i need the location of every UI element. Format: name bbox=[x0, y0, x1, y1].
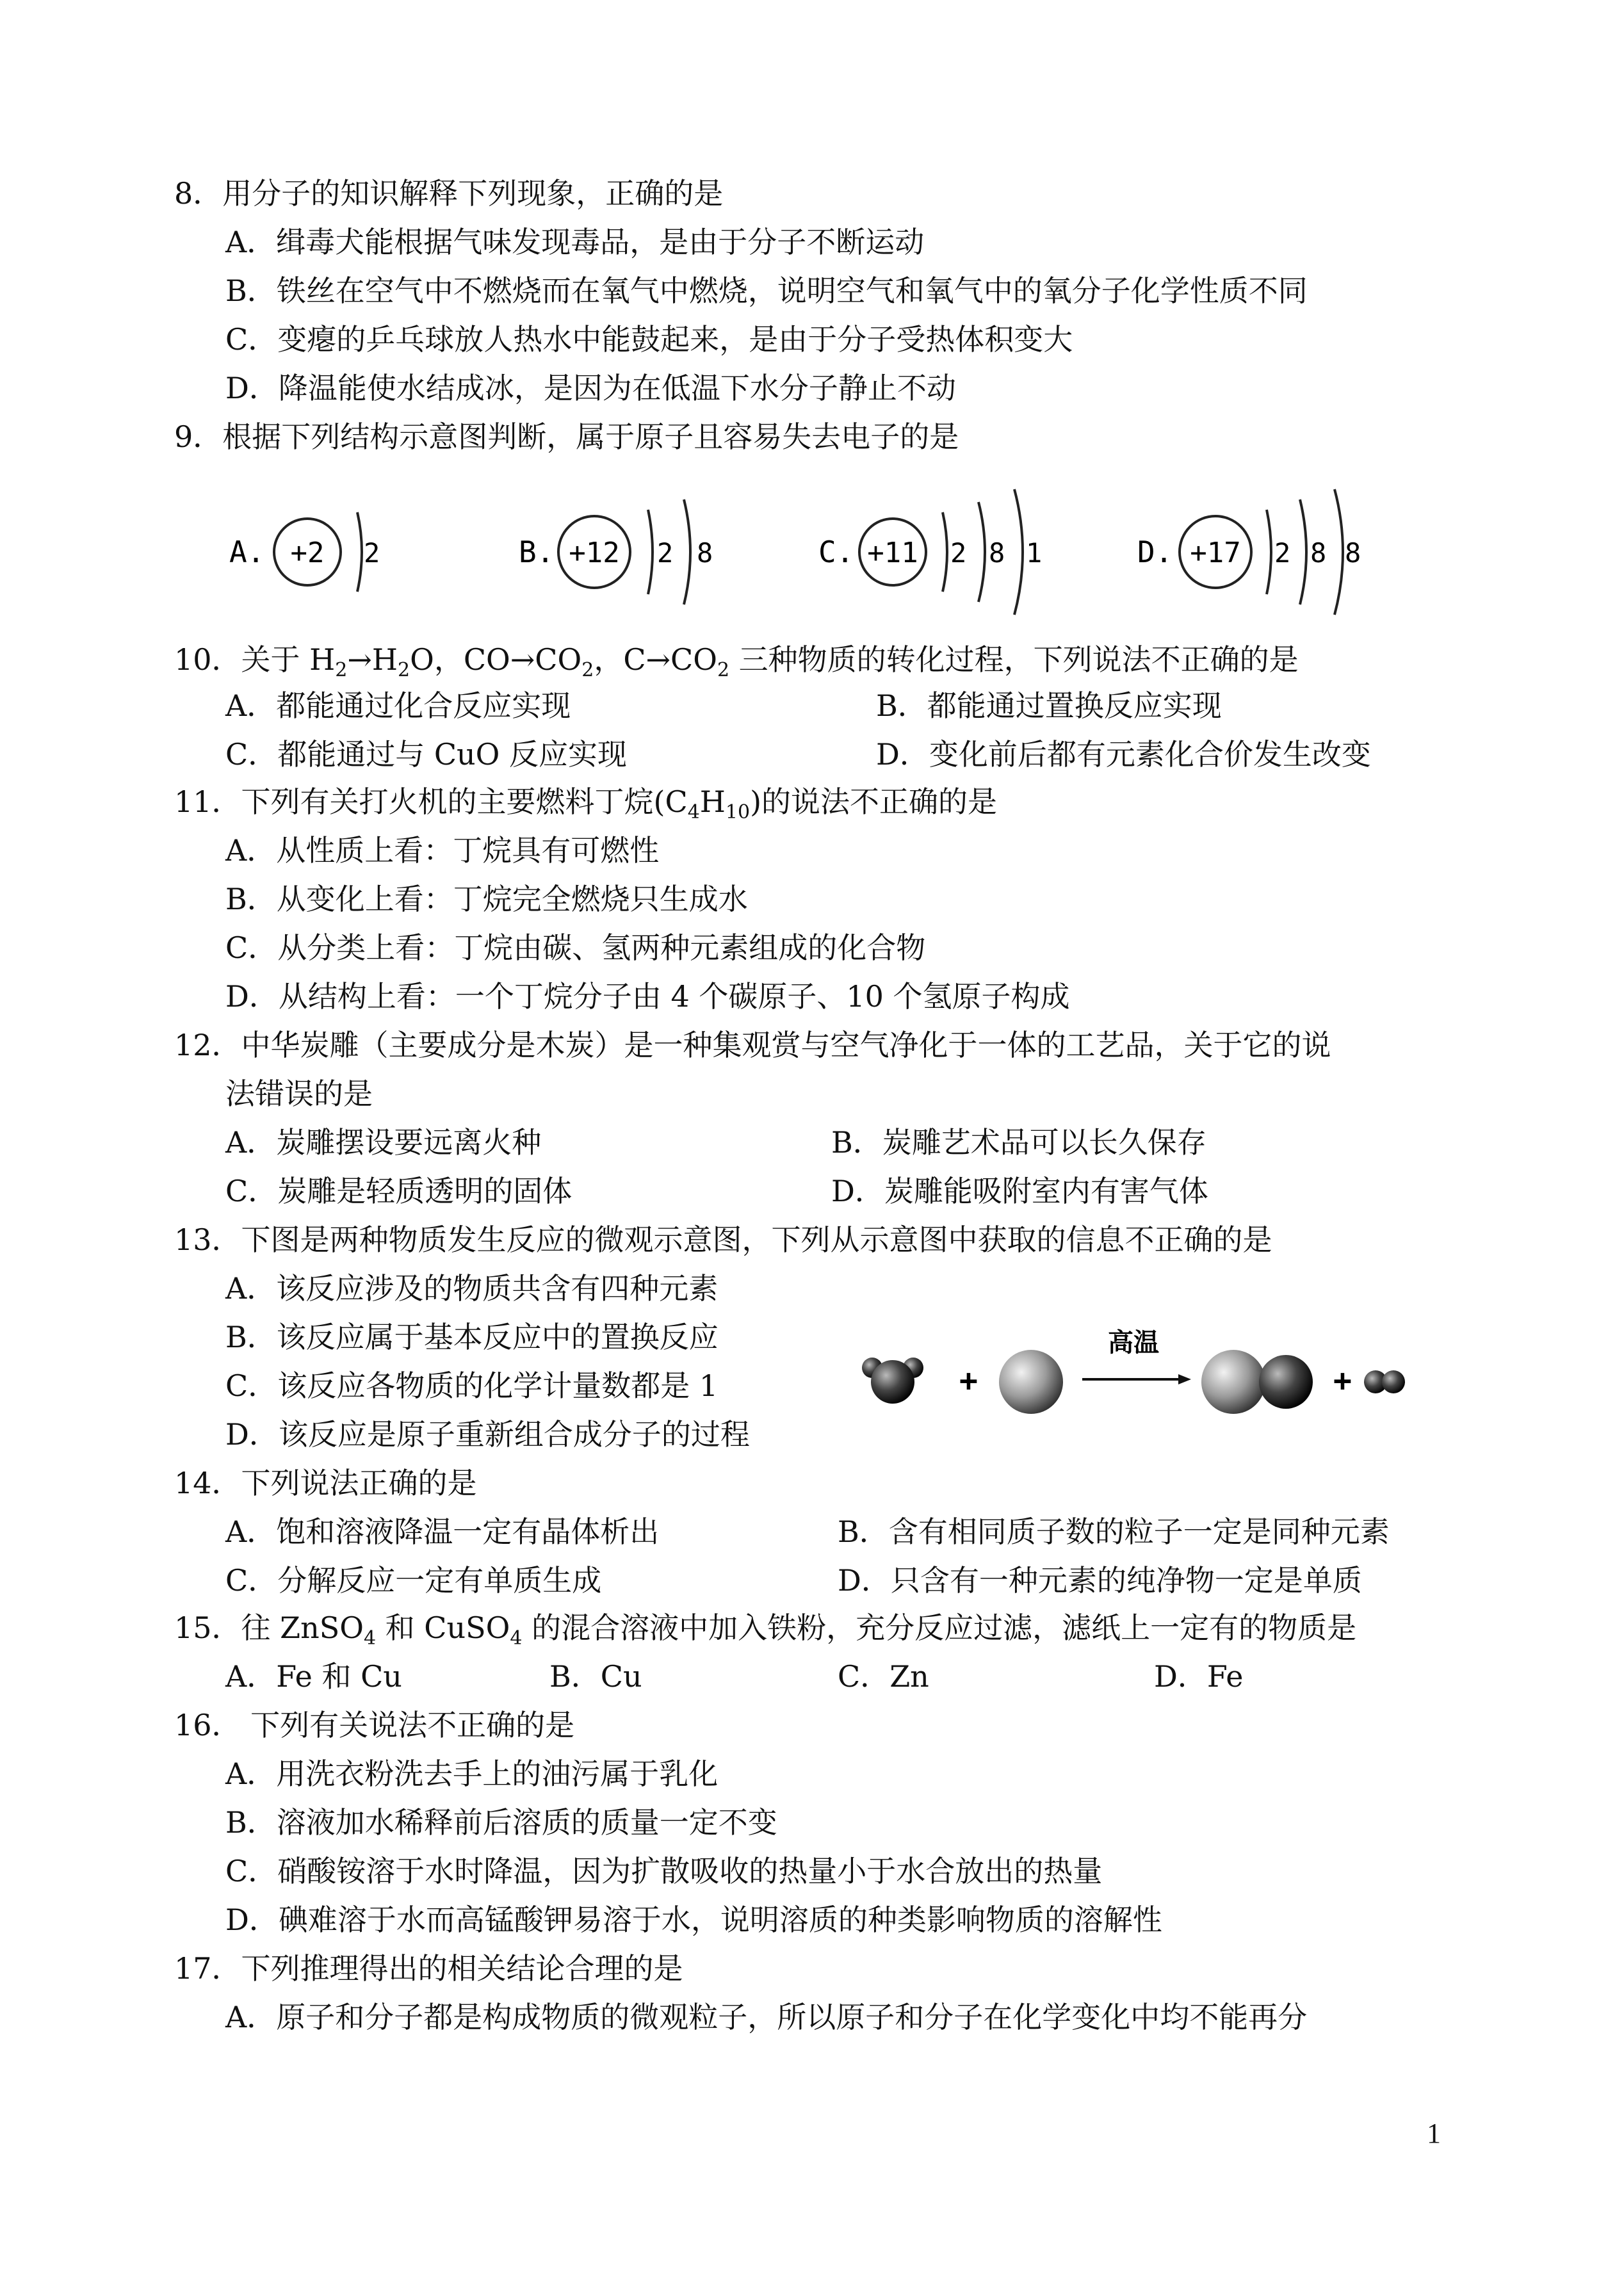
question-12-option-a: A．炭雕摆设要远离火种 bbox=[225, 1125, 542, 1160]
question-14-option-a: A．饱和溶液降温一定有晶体析出 bbox=[225, 1514, 660, 1549]
question-10-stem: 10．关于 $H_2\to H_2O$，$CO\to CO_2$，$C\to CO_2$ 三种物质的转化过程，下列说法不正确的是 bbox=[174, 642, 1299, 681]
diagram-b-label: B. bbox=[519, 535, 555, 569]
question-9-stem: 9．根据下列结构示意图判断，属于原子且容易失去电子的是 bbox=[174, 419, 959, 454]
question-11-option-d: D．从结构上看：一个丁烷分子由 4 个碳原子、10 个氢原子构成 bbox=[225, 979, 1070, 1014]
diagram-c-shell-2: 8 bbox=[989, 537, 1005, 569]
product-molecule-2 bbox=[1364, 1370, 1405, 1393]
question-13-option-b: B．该反应属于基本反应中的置换反应 bbox=[225, 1320, 719, 1354]
diagram-d-label: D. bbox=[1137, 535, 1173, 569]
reactant-atom-2 bbox=[999, 1350, 1063, 1414]
question-13-stem: 13．下图是两种物质发生反应的微观示意图，下列从示意图中获取的信息不正确的是 bbox=[174, 1222, 1272, 1257]
question-16-stem: 16． 下列有关说法不正确的是 bbox=[174, 1708, 575, 1742]
atom-diagram-d bbox=[1137, 489, 1361, 615]
question-10-option-a: A．都能通过化合反应实现 bbox=[225, 688, 571, 723]
question-16-option-d: D．碘难溶于水而高锰酸钾易溶于水，说明溶质的种类影响物质的溶解性 bbox=[225, 1902, 1162, 1937]
question-17-option-a: A．原子和分子都是构成物质的微观粒子，所以原子和分子在化学变化中均不能再分 bbox=[225, 2000, 1308, 2034]
reaction-micro-diagram bbox=[858, 1313, 1409, 1441]
question-12-option-d: D．炭雕能吸附室内有害气体 bbox=[831, 1174, 1208, 1208]
product-molecule-1 bbox=[1201, 1350, 1313, 1414]
plus-sign-2: + bbox=[1333, 1363, 1352, 1399]
atomic-structure-diagrams bbox=[218, 474, 1370, 621]
diagram-d-shell-1: 2 bbox=[1274, 537, 1291, 569]
question-15-option-b: B．Cu bbox=[549, 1659, 642, 1694]
question-10-option-d: D．变化前后都有元素化合价发生改变 bbox=[876, 737, 1371, 772]
atom-diagram-c bbox=[818, 489, 1042, 615]
question-10-option-b: B．都能通过置换反应实现 bbox=[876, 688, 1222, 723]
question-14-stem: 14．下列说法正确的是 bbox=[174, 1466, 477, 1500]
question-15-option-c: C．Zn bbox=[838, 1659, 929, 1694]
atom-diagram-b bbox=[519, 499, 713, 604]
diagram-a-shell-1: 2 bbox=[364, 537, 380, 569]
question-14-option-c: C．分解反应一定有单质生成 bbox=[225, 1563, 602, 1598]
diagram-a-label: A. bbox=[229, 535, 265, 569]
question-12-option-b: B．炭雕艺术品可以长久保存 bbox=[831, 1125, 1206, 1160]
question-15-option-a: A．Fe 和 Cu bbox=[225, 1659, 402, 1694]
question-14-option-b: B．含有相同质子数的粒子一定是同种元素 bbox=[838, 1514, 1390, 1549]
diagram-c-nucleus: +11 bbox=[867, 537, 918, 569]
diagram-d-shell-3: 8 bbox=[1345, 537, 1361, 569]
reactant-molecule-1 bbox=[862, 1358, 923, 1404]
plus-sign-1: + bbox=[959, 1363, 978, 1399]
diagram-c-shell-1: 2 bbox=[950, 537, 967, 569]
diagram-c-shell-3: 1 bbox=[1026, 537, 1043, 569]
question-8-option-a: A．缉毒犬能根据气味发现毒品，是由于分子不断运动 bbox=[225, 225, 925, 259]
question-15-option-d: D．Fe bbox=[1154, 1659, 1244, 1694]
question-15-stem: 15．往 ZnSO$_4$ 和 CuSO$_4$ 的混合溶液中加入铁粉，充分反应过滤，滤纸上一定有的物质是 bbox=[174, 1610, 1357, 1650]
question-8-option-b: B．铁丝在空气中不燃烧而在氧气中燃烧，说明空气和氧气中的氧分子化学性质不同 bbox=[225, 273, 1308, 308]
question-17-stem: 17．下列推理得出的相关结论合理的是 bbox=[174, 1951, 683, 1986]
atom-diagram-a bbox=[229, 512, 380, 592]
question-12-option-c: C．炭雕是轻质透明的固体 bbox=[225, 1174, 572, 1208]
diagram-b-shell-1: 2 bbox=[657, 537, 674, 569]
question-12-stem-line-2: 法错误的是 bbox=[225, 1076, 373, 1111]
reaction-condition: 高温 bbox=[1108, 1328, 1159, 1358]
question-12-stem-line-1: 12．中华炭雕（主要成分是木炭）是一种集观赏与空气净化于一体的工艺品，关于它的说 bbox=[174, 1028, 1331, 1062]
diagram-d-nucleus: +17 bbox=[1190, 537, 1241, 569]
diagram-a-nucleus: +2 bbox=[290, 537, 325, 569]
question-16-option-c: C．硝酸铵溶于水时降温，因为扩散吸收的热量小于水合放出的热量 bbox=[225, 1854, 1103, 1888]
reaction-arrow bbox=[1082, 1328, 1191, 1384]
diagram-d-shell-2: 8 bbox=[1310, 537, 1327, 569]
question-13-option-a: A．该反应涉及的物质共含有四种元素 bbox=[225, 1271, 719, 1306]
question-16-option-a: A．用洗衣粉洗去手上的油污属于乳化 bbox=[225, 1756, 719, 1791]
question-8-option-d: D．降温能使水结成冰，是因为在低温下水分子静止不动 bbox=[225, 371, 956, 405]
page-number: 1 bbox=[1427, 2118, 1441, 2149]
question-14-option-d: D．只含有一种元素的纯净物一定是单质 bbox=[838, 1563, 1362, 1598]
question-10-option-c: C．都能通过与 CuO 反应实现 bbox=[225, 737, 627, 772]
diagram-c-label: C. bbox=[818, 535, 854, 569]
question-11-option-a: A．从性质上看：丁烷具有可燃性 bbox=[225, 833, 660, 868]
question-13-option-c: C．该反应各物质的化学计量数都是 1 bbox=[225, 1368, 719, 1403]
question-11-option-c: C．从分类上看：丁烷由碳、氢两种元素组成的化合物 bbox=[225, 930, 926, 965]
diagram-b-shell-2: 8 bbox=[697, 537, 713, 569]
question-13-option-d: D．该反应是原子重新组合成分子的过程 bbox=[225, 1417, 750, 1452]
question-11-stem: 11．下列有关打火机的主要燃料丁烷$(C_4H_{10})$的说法不正确的是 bbox=[174, 784, 998, 823]
question-8-stem: 8．用分子的知识解释下列现象，正确的是 bbox=[174, 176, 724, 211]
question-11-option-b: B．从变化上看：丁烷完全燃烧只生成水 bbox=[225, 882, 748, 916]
question-8-option-c: C．变瘪的乒乓球放人热水中能鼓起来，是由于分子受热体积变大 bbox=[225, 322, 1073, 357]
diagram-b-nucleus: +12 bbox=[569, 537, 620, 569]
question-16-option-b: B．溶液加水稀释前后溶质的质量一定不变 bbox=[225, 1805, 777, 1840]
